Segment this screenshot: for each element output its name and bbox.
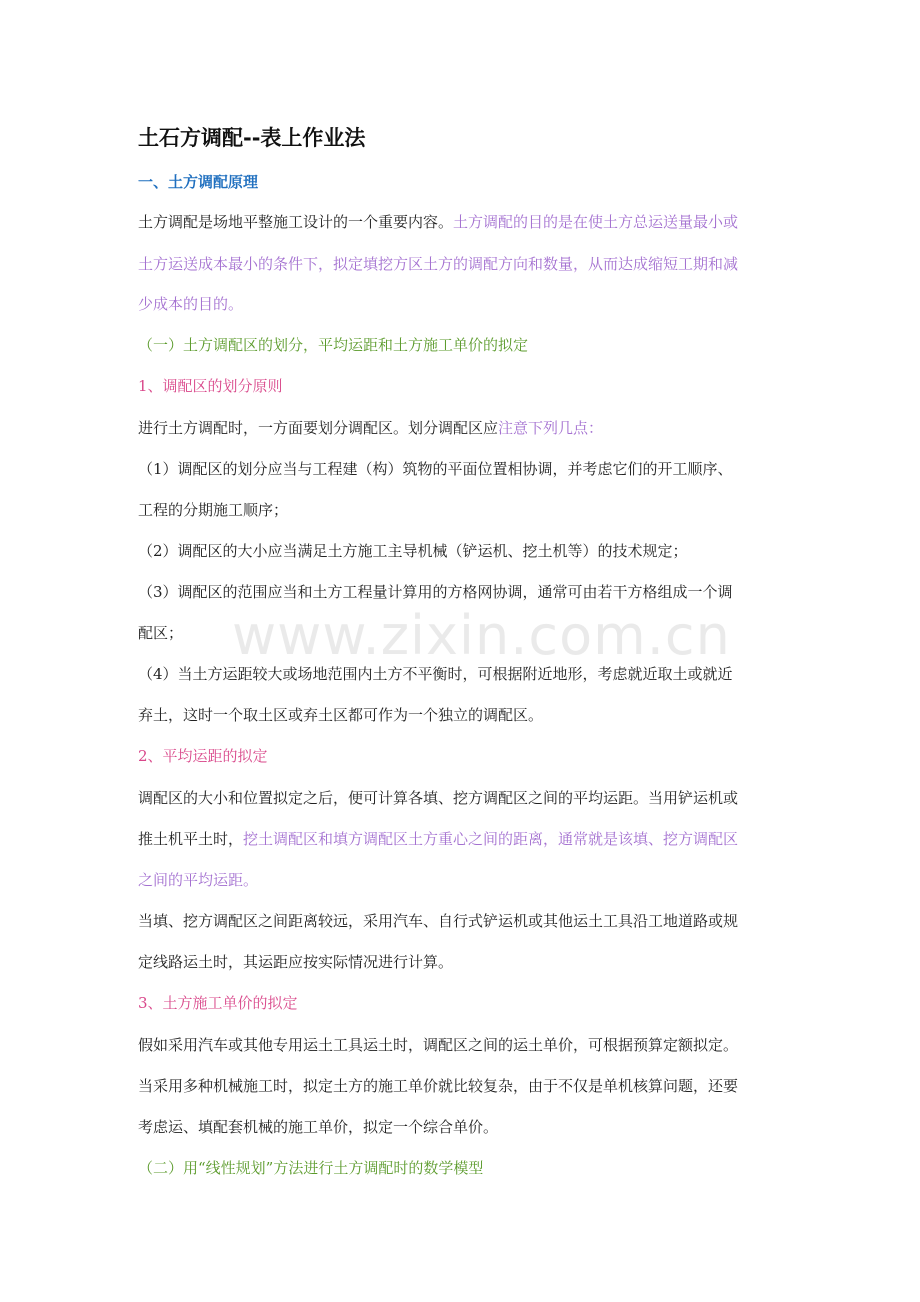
paragraph-line	[138, 418, 788, 438]
rule-item: （3）调配区的范围应当和土方工程量计算用的方格网协调，通常可由若干方格组成一个调	[138, 583, 733, 601]
rule-item-continued: 配区；	[138, 624, 184, 642]
item-heading-unit-price: 3、土方施工单价的拟定	[138, 994, 298, 1012]
text-run: 进行土方调配时，一方面要划分调配区。划分调配区应	[138, 419, 499, 437]
subsection-heading-division: （一）土方调配区的划分，平均运距和土方施工单价的拟定	[138, 336, 529, 354]
paragraph-line: 当填、挖方调配区之间距离较远，采用汽车、自行式铲运机或其他运土工具沿工地道路或规	[138, 912, 739, 930]
rule-item: （1）调配区的划分应当与工程建（构）筑物的平面位置相协调，并考虑它们的开工顺序、	[138, 460, 733, 478]
paragraph-line: 假如采用汽车或其他专用运土工具运土时，调配区之间的运土单价，可根据预算定额拟定。	[138, 1036, 739, 1054]
rule-item-continued: 工程的分期施工顺序；	[138, 501, 289, 519]
item-heading-division-principle: 1、调配区的划分原则	[138, 377, 283, 395]
section-heading-principle: 一、土方调配原理	[138, 173, 259, 191]
text-run: 推土机平土时，	[138, 830, 244, 848]
item-heading-average-distance: 2、平均运距的拟定	[138, 747, 268, 765]
highlight-text-run: 注意下列几点：	[498, 419, 604, 437]
paragraph-line: 少成本的目的。	[138, 295, 244, 313]
watermark: www.zixin.com.cn	[232, 604, 731, 667]
paragraph-line: 土方运送成本最小的条件下，拟定填挖方区土方的调配方向和数量，从而达成缩短工期和减	[138, 255, 739, 273]
highlight-text-run: 土方调配的目的是在使土方总运送量最小或	[453, 213, 739, 231]
text-run: 土方调配是场地平整施工设计的一个重要内容。	[138, 213, 454, 231]
paragraph-line	[138, 212, 788, 232]
paragraph-line: 调配区的大小和位置拟定之后，便可计算各填、挖方调配区之间的平均运距。当用铲运机或	[138, 789, 739, 807]
highlight-text-run: 挖土调配区和填方调配区土方重心之间的距离，通常就是该填、挖方调配区	[243, 830, 739, 848]
rule-item: （2）调配区的大小应当满足土方施工主导机械（铲运机、挖土机等）的技术规定；	[138, 542, 688, 560]
paragraph-line: 考虑运、填配套机械的施工单价，拟定一个综合单价。	[138, 1118, 499, 1136]
paragraph-line	[138, 829, 788, 849]
rule-item: （4）当土方运距较大或场地范围内土方不平衡时，可根据附近地形，考虑就近取土或就近	[138, 665, 733, 683]
paragraph-line: 定线路运土时，其运距应按实际情况进行计算。	[138, 953, 454, 971]
paragraph-line: 之间的平均运距。	[138, 871, 259, 889]
paragraph-line: 当采用多种机械施工时，拟定土方的施工单价就比较复杂，由于不仅是单机核算问题，还要	[138, 1077, 739, 1095]
document-title: 土石方调配--表上作业法	[138, 126, 366, 150]
subsection-heading-linear-programming: （二）用“线性规划”方法进行土方调配时的数学模型	[138, 1159, 484, 1177]
rule-item-continued: 弃土，这时一个取土区或弃土区都可作为一个独立的调配区。	[138, 706, 544, 724]
